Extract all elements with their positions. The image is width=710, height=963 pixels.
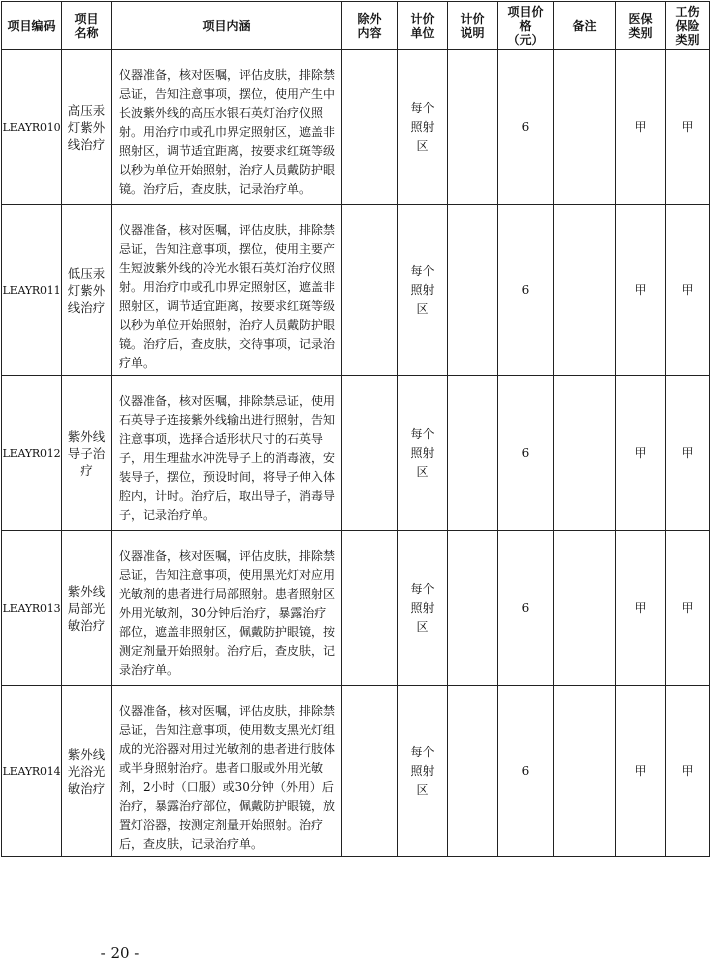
cell-medical-insurance: 甲 — [616, 686, 666, 857]
cell-content — [112, 205, 342, 376]
cell-injury-insurance: 甲 — [666, 205, 710, 376]
table-row — [2, 205, 710, 376]
cell-remarks — [554, 531, 616, 686]
cell-unit: 每个照射区 — [398, 376, 448, 531]
cell-content — [112, 531, 342, 686]
cell-injury-insurance: 甲 — [666, 50, 710, 205]
cell-excluded — [342, 50, 398, 205]
cell-price: 6 — [498, 50, 554, 205]
cell-content — [112, 376, 342, 531]
table-row — [2, 686, 710, 857]
cell-name: 低压汞灯紫外线治疗 — [62, 205, 112, 376]
cell-medical-insurance: 甲 — [616, 50, 666, 205]
cell-content-text: 仪器准备，核对医嘱，评估皮肤，排除禁忌证，告知注意事项，摆位，使用主要产生短波紫外线的冷光水银石英灯治疗仪照射。用治疗巾或孔巾界定照射区，遮盖非照射区，调节适宜距离，按要求红斑等级以秒为单位开始照射，治疗人员戴防护眼镜。治疗后，查皮肤，交待事项，记录治疗单。 — [119, 223, 336, 370]
header-row — [2, 2, 710, 50]
cell-medical-insurance: 甲 — [616, 205, 666, 376]
cell-medical-insurance: 甲 — [616, 531, 666, 686]
cell-injury-insurance: 甲 — [666, 376, 710, 531]
cell-remarks — [554, 50, 616, 205]
cell-name: 紫外线局部光敏治疗 — [62, 531, 112, 686]
cell-content-text: 仪器准备，核对医嘱，评估皮肤，排除禁忌证，告知注意事项，使用黑光灯对应用光敏剂的患者进行局部照射。患者照射区外用光敏剂，30分钟后治疗，暴露治疗部位，遮盖非照射区，佩戴防护眼镜，按测定剂量开始照射。治疗后，查皮肤，记录治疗单。 — [119, 549, 336, 677]
page-number: - 20 - — [100, 944, 140, 962]
cell-unit: 每个照射区 — [398, 50, 448, 205]
cell-excluded — [342, 376, 398, 531]
cell-unit: 每个照射区 — [398, 686, 448, 857]
cell-excluded — [342, 686, 398, 857]
cell-pricing-note — [448, 376, 498, 531]
header-pricing-note: 计价说明 — [448, 2, 498, 50]
header-price: 项目价格（元） — [498, 2, 554, 50]
cell-code: LEAYR012 — [2, 376, 62, 531]
cell-name: 高压汞灯紫外线治疗 — [62, 50, 112, 205]
header-excluded: 除外内容 — [342, 2, 398, 50]
cell-content-text: 仪器准备，核对医嘱，排除禁忌证，使用石英导子连接紫外线输出进行照射，告知注意事项，选择合适形状尺寸的石英导子，用生理盐水冲洗导子上的消毒液，安装导子，摆位，预设时间，将导子伸入体腔内，计时。治疗后，取出导子，消毒导子，记录治疗单。 — [119, 394, 336, 522]
header-code: 项目编码 — [2, 2, 62, 50]
cell-content-text: 仪器准备，核对医嘱，评估皮肤，排除禁忌证，告知注意事项，使用数支黑光灯组成的光浴器对用过光敏剂的患者进行肢体或半身照射治疗。患者口服或外用光敏剂，2小时（口服）或30分钟（外用）后治疗，暴露治疗部位，佩戴防护眼镜，放置灯浴器，按测定剂量开始照射。治疗后，查皮肤，记录治疗单。 — [119, 704, 336, 851]
cell-excluded — [342, 205, 398, 376]
cell-unit: 每个照射区 — [398, 531, 448, 686]
header-name: 项目名称 — [62, 2, 112, 50]
cell-content-text: 仪器准备，核对医嘱，评估皮肤，排除禁忌证，告知注意事项，摆位，使用产生中长波紫外线的高压水银石英灯治疗仪照射。用治疗巾或孔巾界定照射区，遮盖非照射区，调节适宜距离，按要求红斑等级以秒为单位开始照射，治疗人员戴防护眼镜。治疗后，查皮肤，记录治疗单。 — [119, 68, 336, 196]
header-medical-insurance: 医保类别 — [616, 2, 666, 50]
cell-content — [112, 50, 342, 205]
cell-pricing-note — [448, 50, 498, 205]
cell-pricing-note — [448, 531, 498, 686]
cell-name: 紫外线光浴光敏治疗 — [62, 686, 112, 857]
cell-price: 6 — [498, 531, 554, 686]
cell-injury-insurance: 甲 — [666, 686, 710, 857]
cell-price: 6 — [498, 376, 554, 531]
header-content: 项目内涵 — [112, 2, 342, 50]
cell-code: LEAYR013 — [2, 531, 62, 686]
cell-name: 紫外线导子治疗 — [62, 376, 112, 531]
cell-remarks — [554, 686, 616, 857]
cell-excluded — [342, 531, 398, 686]
cell-injury-insurance: 甲 — [666, 531, 710, 686]
cell-code: LEAYR011 — [2, 205, 62, 376]
cell-remarks — [554, 205, 616, 376]
header-injury-insurance: 工伤保险类别 — [666, 2, 710, 50]
table-row — [2, 531, 710, 686]
table-row — [2, 376, 710, 531]
cell-remarks — [554, 376, 616, 531]
cell-pricing-note — [448, 205, 498, 376]
cell-code: LEAYR010 — [2, 50, 62, 205]
header-unit: 计价单位 — [398, 2, 448, 50]
header-remarks: 备注 — [554, 2, 616, 50]
table-row — [2, 50, 710, 205]
fee-table — [1, 1, 710, 857]
cell-code: LEAYR014 — [2, 686, 62, 857]
cell-price: 6 — [498, 205, 554, 376]
cell-price: 6 — [498, 686, 554, 857]
cell-pricing-note — [448, 686, 498, 857]
cell-unit: 每个照射区 — [398, 205, 448, 376]
cell-medical-insurance: 甲 — [616, 376, 666, 531]
cell-content — [112, 686, 342, 857]
